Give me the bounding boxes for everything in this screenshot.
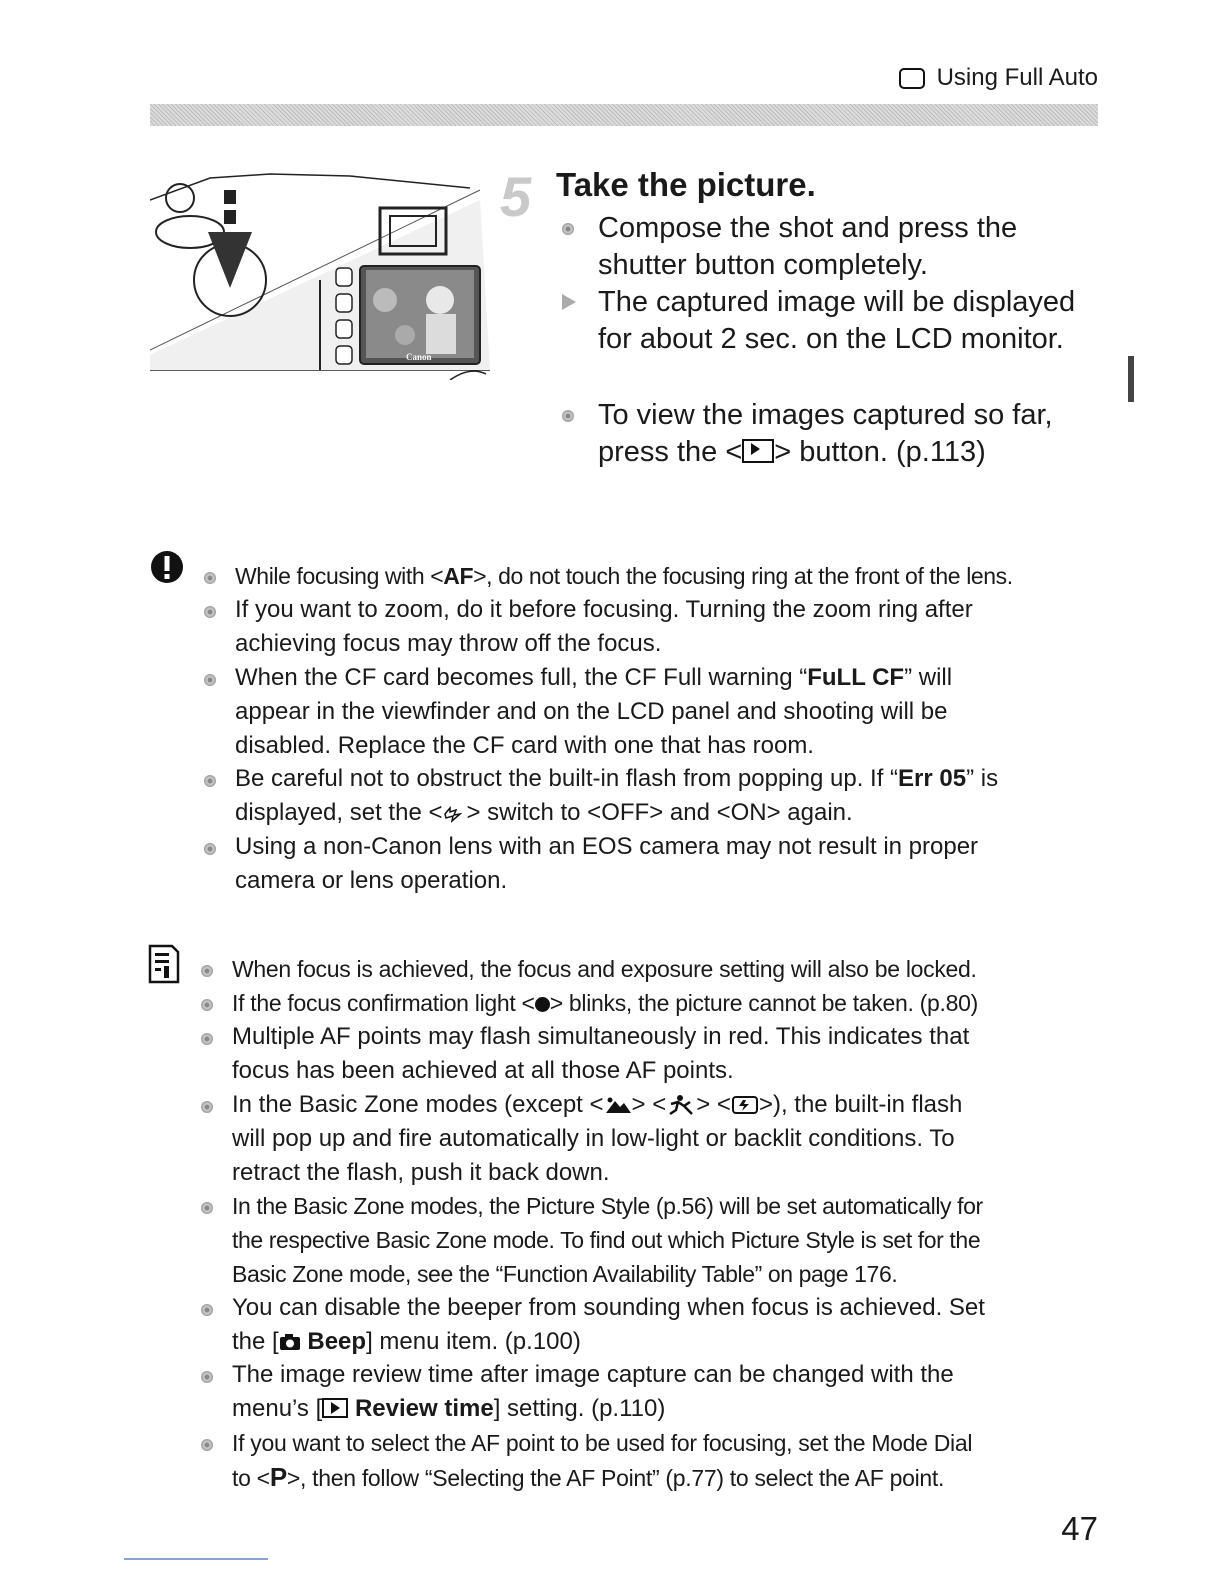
caution-text-line: If you want to zoom, do it before focusing. Turning the zoom ring after: [235, 596, 973, 623]
bullet-icon: [204, 775, 216, 787]
margin-change-bar: [1128, 356, 1134, 402]
note-text-line: You can disable the beeper from sounding when focus is achieved. Set: [232, 1294, 985, 1321]
caution-text-line: When the CF card becomes full, the CF Full warning “FuLL CF” will: [235, 664, 953, 691]
step-text-line: for about 2 sec. on the LCD monitor.: [598, 323, 1064, 355]
note-text-line: In the Basic Zone modes (except < > < > < >), the built-in flash: [232, 1091, 963, 1118]
caution-text-line: displayed, set the < > switch to <OFF> and <ON> again.: [235, 799, 853, 826]
bullet-icon: [201, 1033, 213, 1045]
playback-button-icon: [742, 439, 774, 463]
bullet-icon: [201, 1439, 213, 1451]
caution-text-line: achieving focus may throw off the focus.: [235, 630, 662, 657]
note-text-line: retract the flash, push it back down.: [232, 1159, 610, 1186]
step-number: 5: [500, 165, 532, 228]
camera-brand: Canon: [406, 352, 432, 362]
note-text-line: The image review time after image capture can be changed with the: [232, 1361, 954, 1388]
step-text-line: The captured image will be displayed: [598, 286, 1076, 318]
flash-switch-icon: [442, 805, 466, 823]
full-auto-mode-icon: [899, 68, 925, 89]
note-icon: [148, 944, 180, 984]
step-text-line: Compose the shot and press the: [598, 212, 1018, 244]
bullet-icon: [201, 1101, 213, 1113]
caution-text-line: While focusing with <AF>, do not touch the focusing ring at the front of the lens.: [235, 563, 1013, 589]
note-text-line: menu’s [ Review time] setting. (p.110): [232, 1395, 666, 1422]
bullet-icon: [562, 223, 574, 235]
note-text-line: When focus is achieved, the focus and exposure setting will also be locked.: [232, 956, 977, 982]
bullet-icon: [204, 843, 216, 855]
note-text-line: focus has been achieved at all those AF points.: [232, 1057, 734, 1084]
caution-icon: [150, 550, 184, 584]
page-number: 47: [1061, 1510, 1098, 1547]
bullet-icon: [201, 999, 213, 1011]
playback-menu-icon: [322, 1398, 348, 1418]
caution-text-line: appear in the viewfinder and on the LCD panel and shooting will be: [235, 698, 948, 725]
camera-illustration: [150, 170, 490, 380]
caution-text-line: camera or lens operation.: [235, 867, 508, 894]
landscape-mode-icon: [604, 1095, 632, 1115]
note-text-line: If you want to select the AF point to be used for focusing, set the Mode Dial: [232, 1430, 973, 1456]
caution-text-line: Be careful not to obstruct the built-in flash from popping up. If “Err 05” is: [235, 765, 999, 792]
bullet-icon: [562, 410, 574, 422]
bullet-icon: [204, 572, 216, 584]
sports-mode-icon: [666, 1094, 696, 1116]
note-text-line: Multiple AF points may flash simultaneously in red. This indicates that: [232, 1023, 970, 1050]
note-text-line: will pop up and fire automatically in low-light or backlit conditions. To: [232, 1125, 955, 1152]
flash-off-mode-icon: [731, 1095, 759, 1115]
caution-text-line: disabled. Replace the CF card with one that has room.: [235, 732, 814, 759]
step-text-line: press the < > button. (p.113): [598, 436, 986, 468]
bullet-icon: [204, 674, 216, 686]
note-text-line: Basic Zone mode, see the “Function Availability Table” on page 176.: [232, 1261, 898, 1287]
bullet-icon: [201, 1202, 213, 1214]
caution-text-line: Using a non-Canon lens with an EOS camera may not result in proper: [235, 833, 979, 860]
note-text-line: the [ Beep] menu item. (p.100): [232, 1328, 581, 1355]
step-text-line: shutter button completely.: [598, 249, 928, 281]
result-arrow-icon: [562, 294, 576, 310]
section-header: [899, 64, 1098, 92]
bullet-icon: [204, 606, 216, 618]
focus-confirmation-light-icon: [535, 997, 550, 1012]
note-text-line: the respective Basic Zone mode. To find out which Picture Style is set for the: [232, 1227, 981, 1253]
footer-line: [124, 1558, 268, 1560]
note-text-line: In the Basic Zone modes, the Picture Style (p.56) will be set automatically for: [232, 1193, 983, 1219]
camera-menu-icon: [279, 1333, 301, 1351]
note-text-line: If the focus confirmation light < > blinks, the picture cannot be taken. (p.80): [232, 990, 978, 1016]
section-title: Using Full Auto: [936, 64, 1098, 91]
note-text-line: to <P>, then follow “Selecting the AF Point” (p.77) to select the AF point.: [232, 1462, 945, 1492]
bullet-icon: [201, 1304, 213, 1316]
step-title: Take the picture.: [556, 166, 816, 203]
bullet-icon: [201, 1371, 213, 1383]
header-band: [150, 104, 1098, 126]
bullet-icon: [201, 965, 213, 977]
step-text-line: To view the images captured so far,: [598, 399, 1053, 431]
